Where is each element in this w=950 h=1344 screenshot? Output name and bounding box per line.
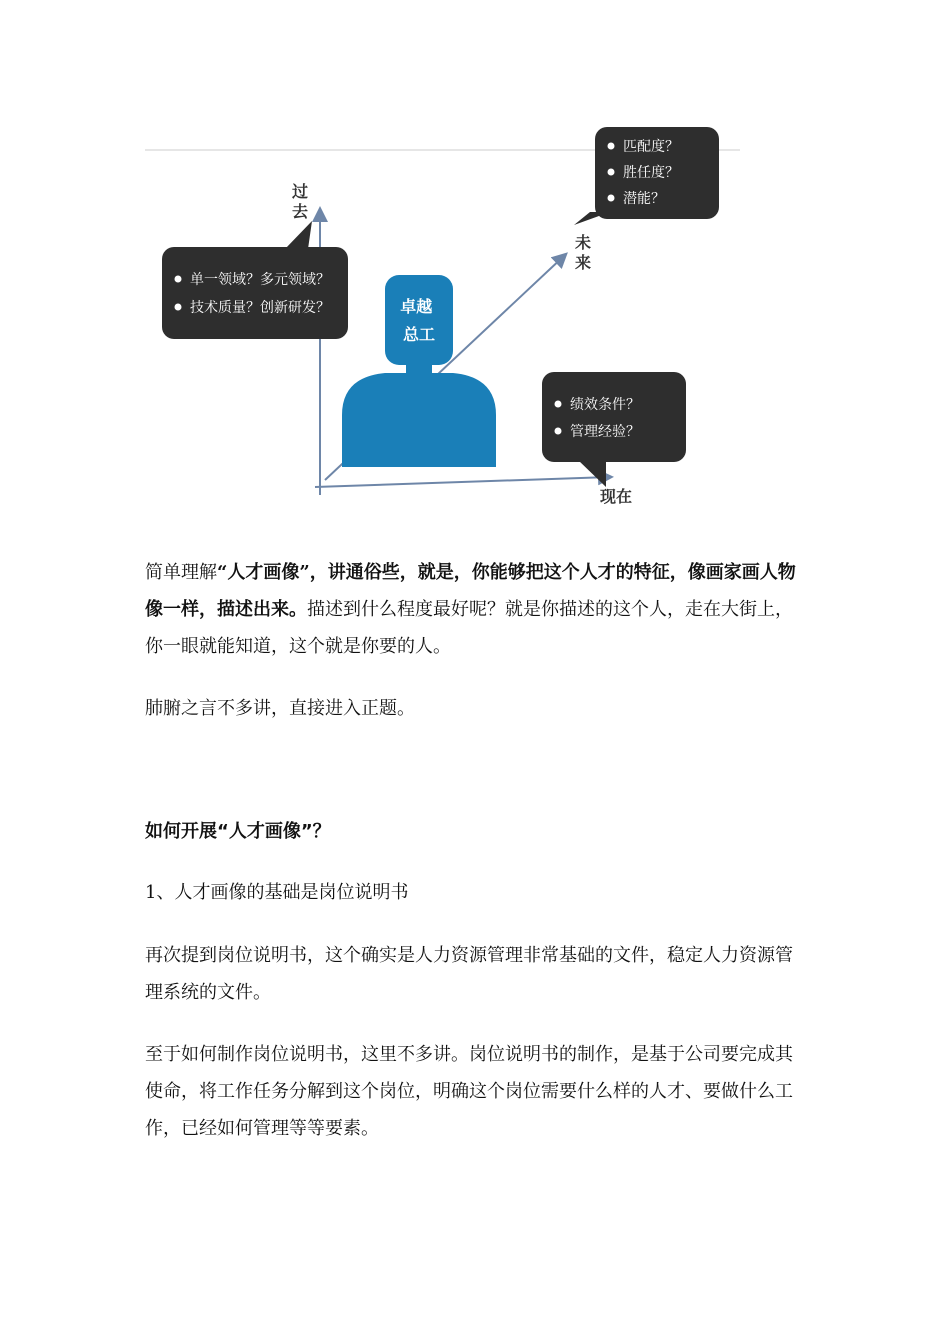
- axis-label-past: 过 去: [292, 182, 309, 221]
- present-axis: [315, 477, 610, 487]
- axis-label-present: 现在: [600, 487, 633, 506]
- paragraph-job-description-creation: 至于如何制作岗位说明书，这里不多讲。岗位说明书的制作，是基于公司要完成其使命，将工作任务分解到这个岗位，明确这个岗位需要什么样的人才、要做什么工作，已经如何管理等等要素。: [145, 1044, 793, 1139]
- speech-bubble-present: [542, 372, 686, 487]
- paragraph-definition: [145, 554, 810, 665]
- paragraph-rest: 描述到什么程度最好呢？就是你描述的这个人，走在大街上，你一眼就能知道，这个就是你要的人。: [145, 599, 793, 657]
- svg-text:匹配度？ 胜任度？ 潜能？: 匹配度？ 胜任度？ 潜能？: [623, 139, 679, 207]
- axis-label-future: 未 来: [575, 233, 592, 272]
- section-heading: 如何开展“人才画像”？: [145, 821, 331, 842]
- speech-bubble-future: [574, 127, 719, 225]
- svg-text:绩效条件？ 管理经验？: 绩效条件？ 管理经验？: [570, 397, 640, 440]
- person-label: 卓越 总工: [400, 297, 436, 344]
- paragraph-lead: 简单理解: [145, 562, 217, 583]
- subsection-heading: 1、人才画像的基础是岗位说明书: [145, 882, 409, 903]
- paragraph-job-description: 再次提到岗位说明书，这个确实是人力资源管理非常基础的文件，稳定人力资源管理系统的文件。: [145, 945, 793, 1003]
- talent-portrait-diagram: [140, 115, 750, 515]
- paragraph-bold-definition: “人才画像”，讲通俗些，就是，你能够把这个人才的特征，像画家画人物像一样，描述出来。: [145, 562, 796, 620]
- svg-text:单一领域？多元领域？ 技术质量？创新研发？: 单一领域？多元领域？ 技术质量？创新研发？: [190, 272, 330, 316]
- paragraph-intro: 肺腑之言不多讲，直接进入正题。: [145, 698, 415, 719]
